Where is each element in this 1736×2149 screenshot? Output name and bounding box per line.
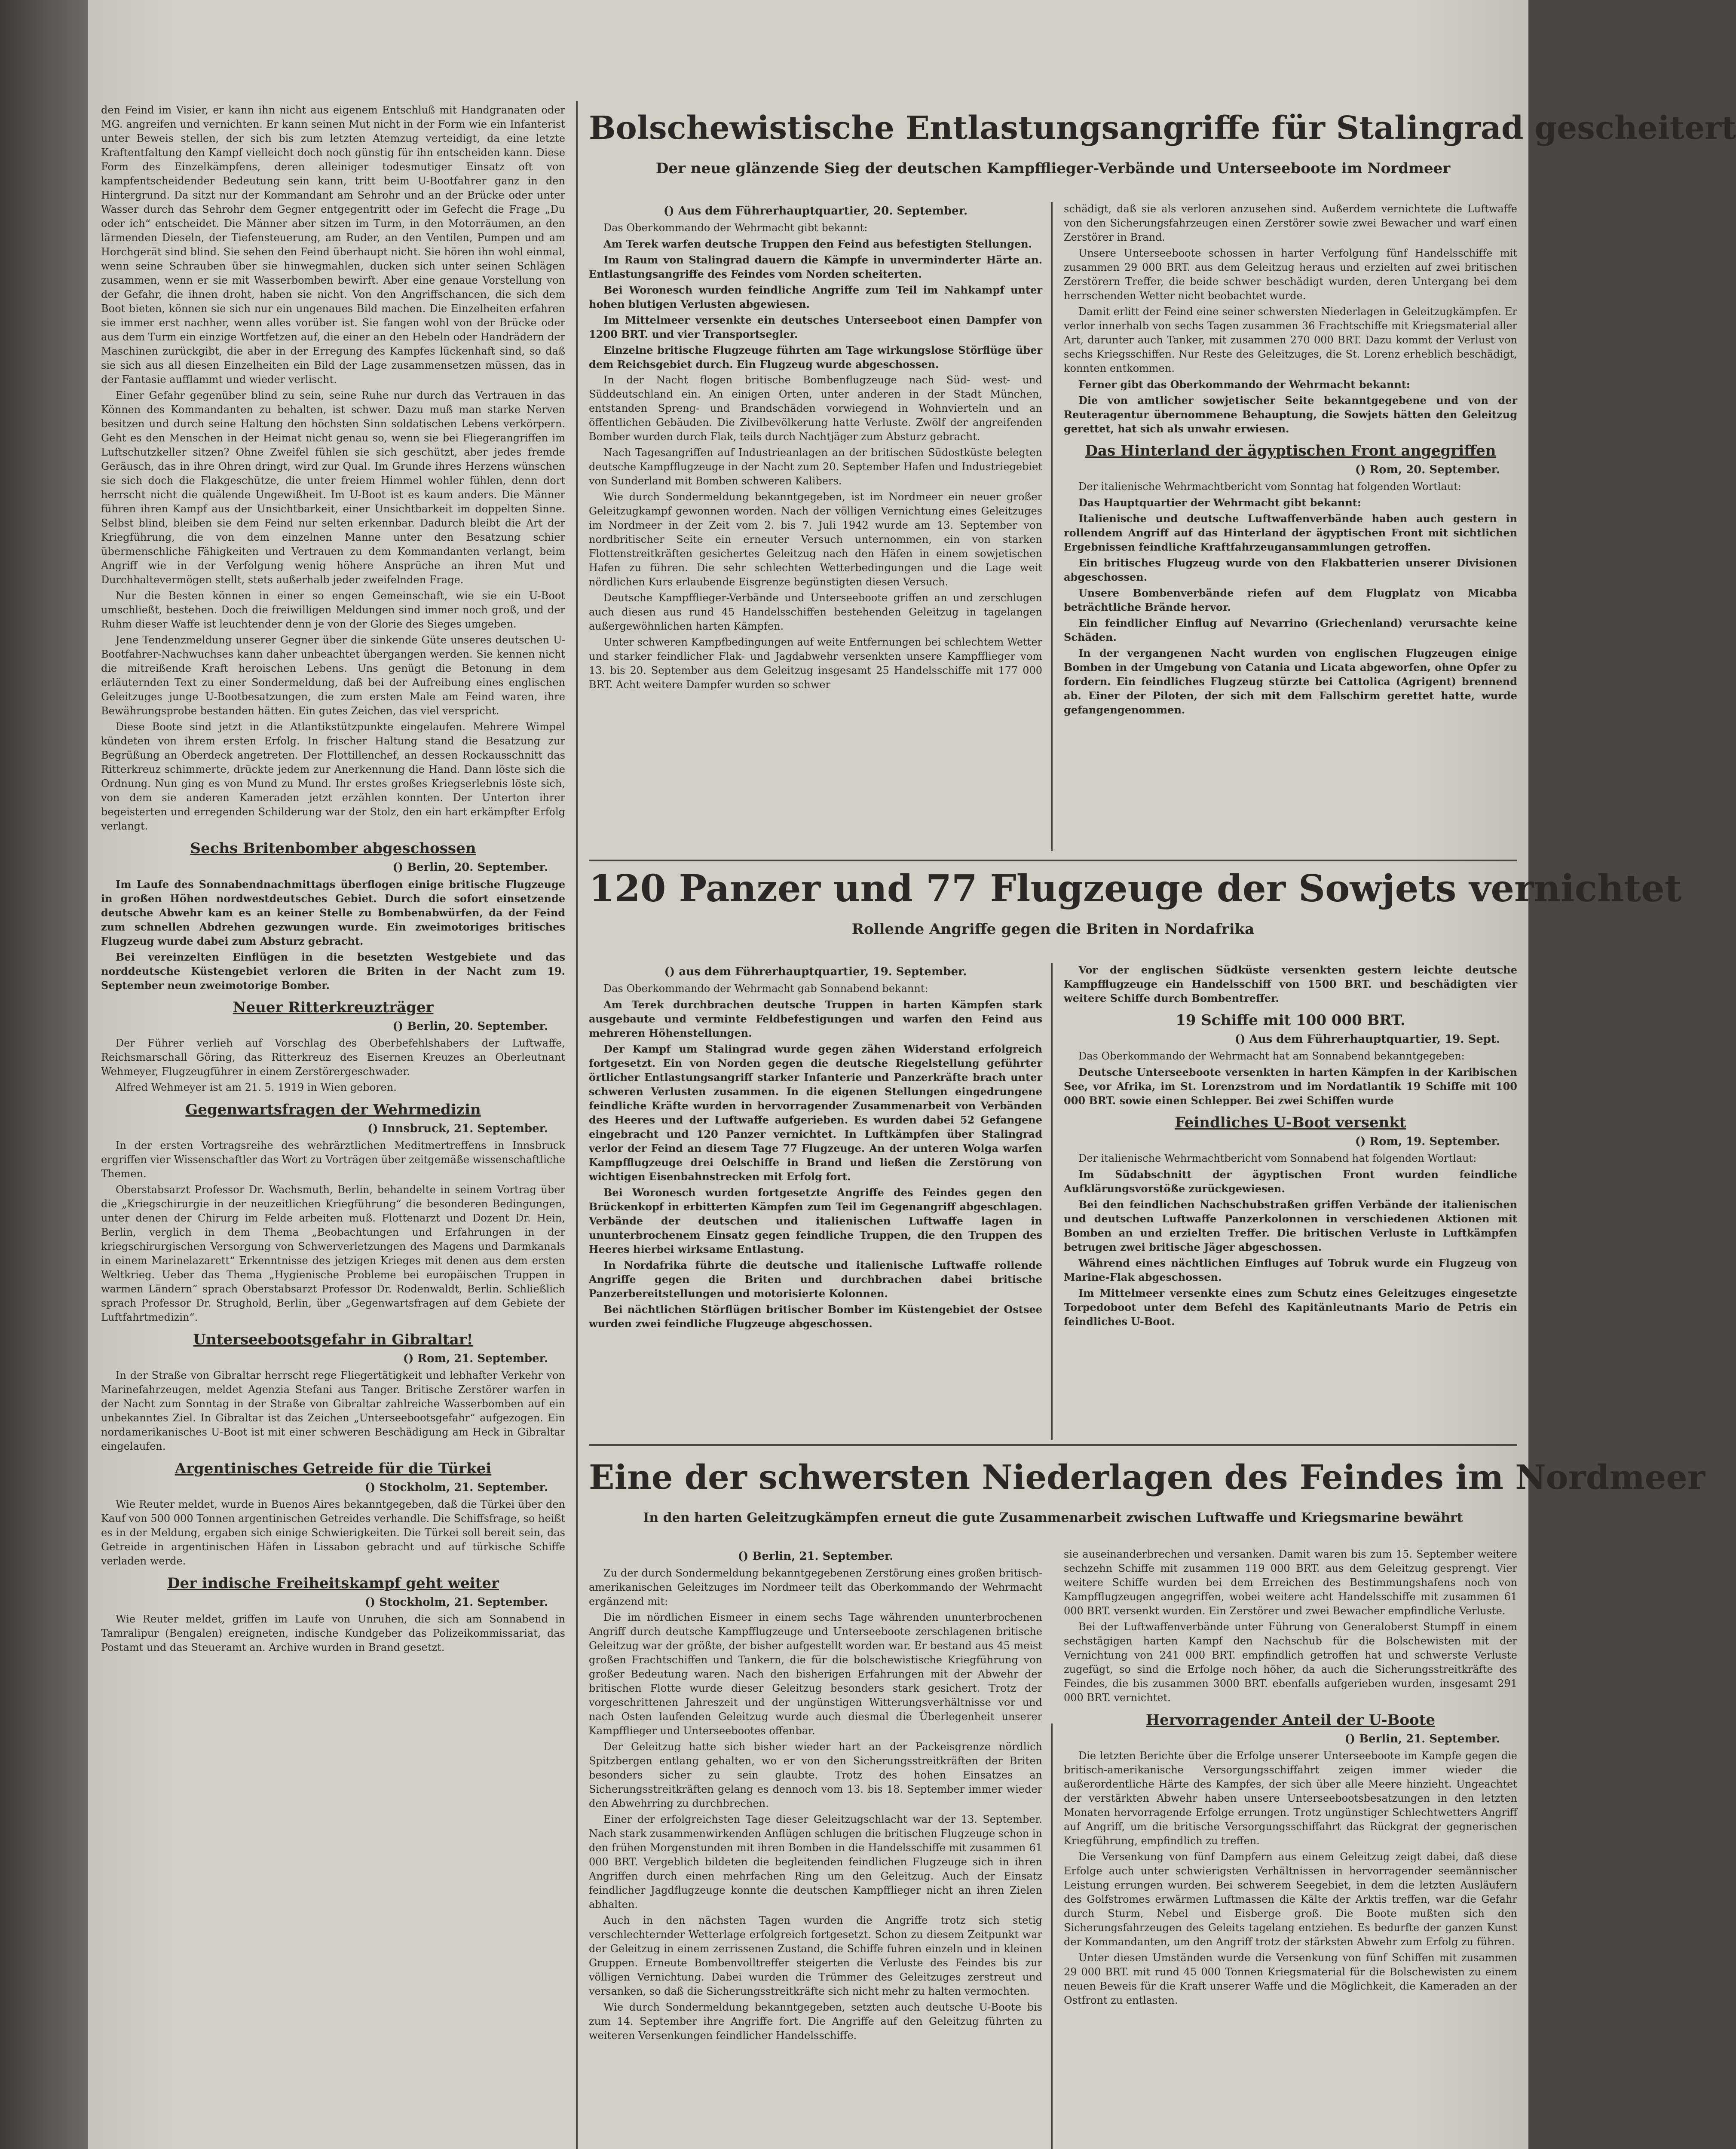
- headline-freiheitskampf: Der indische Freiheitskampf geht weiter: [167, 1575, 499, 1592]
- column-rule-4: [1051, 1723, 1053, 2149]
- subheadline-nordmeer: In den harten Geleitzugkämpfen erneut die gute Zusammenarbeit zwischen Luftwaffe und Kriegsmarine bewährt: [643, 1510, 1463, 1525]
- article-body: Die von amtlicher sowjetischer Seite bekanntgegebene und von der Reuteragentur übernommene Behauptung, die Sowjets hätten den Geleitzug gerettet, hat sich als unwahr erwiesen.: [1064, 394, 1517, 435]
- article-body: Die Versenkung von fünf Dampfern aus einem Geleitzug zeigt dabei, daß diese Erfolge auch unter schwierigsten Verhältnissen in hervorragender seemännischer Leistung errungen wurden. Bei schwerem Seegebiet, in dem die letzten Ausläufern des Golfstromes erwärmen Luftmassen die Kälte der Arktis treffen, war die Gefahr durch Sturm, Nebel und Eisberge groß. Die Boote mußten sich den Sicherungsfahrzeugen des Geleits tagelang entziehen. Es bedurfte der ganzen Kunst der Kommandanten, um den Angriff trotz der stärksten Abwehr zum Erfolg zu führen.: [1064, 1851, 1517, 1948]
- article-body: Ein britisches Flugzeug wurde von den Flakbatterien unserer Divisionen abgeschossen.: [1064, 557, 1517, 583]
- article-body: Am Terek warfen deutsche Truppen den Feind aus befestigten Stellungen.: [603, 238, 1032, 250]
- dateline: () Rom, 20. September.: [1355, 463, 1500, 476]
- article-body: Wie Reuter meldet, wurde in Buenos Aires bekanntgegeben, daß die Türkei über den Kauf von 500 000 Tonnen argentinischen Getreides verhandle. Die Schiffsfrage, so heißt es in der Meldung, ergaben sich einige Schwierigkeiten. Die Türkei soll bereit sein, das Getreide in argentinischen Häfen in Lissabon gebracht und auf türkische Schiffe verladen werde.: [101, 1498, 565, 1567]
- article-body: schädigt, daß sie als verloren anzusehen sind. Außerdem vernichtete die Luftwaffe von den Sicherungsfahrzeugen einen Zerstörer sowie zwei Bewacher und warf einen Zerstörer in Brand.: [1064, 203, 1517, 243]
- article-body: Bei den feindlichen Nachschubstraßen griffen Verbände der italienischen und deutschen Luftwaffe Panzerkolonnen in verschiedenen Aktionen mit Bomben an und erzielten Treffer. Die britischen Verluste in Luftkämpfen betrugen zwei britische Jäger abgeschossen.: [1064, 1198, 1517, 1253]
- article-body: Auch in den nächsten Tagen wurden die Angriffe trotz sich stetig verschlechternder Wetterlage erfolgreich fortgesetzt. Schon zu diesem Zeitpunkt war der Geleitzug in einem zerrissenen Zustand, die Schiffe fuhren einzeln und in kleinen Gruppen. Erneute Bombenvolltreffer steigerten die Verluste des Feindes bis zur völligen Vernichtung. Dabei wurden die Trümmer des Geleitzuges zerstreut und versanken, so daß die Sicherungsstreitkräfte sich nicht mehr zu halten vermochten.: [589, 1914, 1042, 1997]
- article-body: Bei nächtlichen Störflügen britischer Bomber im Küstengebiet der Ostsee wurden zwei feindliche Flugzeuge abgeschossen.: [589, 1303, 1042, 1330]
- headline-wehrmedizin: Gegenwartsfragen der Wehrmedizin: [185, 1101, 481, 1118]
- article-body: Bei der Luftwaffenverbände unter Führung von Generaloberst Stumpff in einem sechstägigen harten Kampf den Nachschub für die Bolschewisten mit der Vernichtung von 241 000 BRT. empfindlich getroffen hat und schwerste Verluste zugefügt, so sind die Erfolge noch höher, da auch die Sicherungsstreitkräfte des Feindes, die bis zusammen 3000 BRT. ebenfalls aufgerieben wurden, insgesamt 291 000 BRT. vernichtet.: [1064, 1621, 1517, 1704]
- article-body: Unter schweren Kampfbedingungen auf weite Entfernungen bei schlechtem Wetter und starker feindlicher Flak- und Jagdabwehr versenkten unsere Kampfflieger vom 13. bis 20. September aus dem Geleitzug insgesamt 25 Handelsschiffe mit 177 000 BRT. Acht weitere Dampfer wurden so schwer: [589, 636, 1042, 691]
- dateline: () Stockholm, 21. September.: [364, 1481, 548, 1494]
- dateline: () aus dem Führerhauptquartier, 19. September.: [664, 965, 967, 978]
- article-body: Am Terek durchbrachen deutsche Truppen in harten Kämpfen stark ausgebaute und verminte Feldbefestigungen und warfen den Feind aus mehreren Höhenstellungen.: [589, 998, 1042, 1039]
- dateline: () Berlin, 20. September.: [392, 861, 548, 874]
- article-body: Im Mittelmeer versenkte eines zum Schutz eines Geleitzuges eingesetzte Torpedoboot unter dem Befehl des Kapitänleutnants Mario de Petris ein feindliches U-Boot.: [1064, 1287, 1517, 1328]
- column-2-lower: [589, 1547, 1042, 2149]
- article-body: Unsere Bombenverbände riefen auf dem Flugplatz von Micabba beträchtliche Brände hervor.: [1064, 587, 1517, 613]
- column-2-middle: [589, 963, 1042, 1440]
- column-1: [101, 103, 565, 2149]
- article-body: Im Mittelmeer versenkte ein deutsches Unterseeboot einen Dampfer von 1200 BRT. und vier Transportsegler.: [589, 314, 1042, 340]
- article-body: Zu der durch Sondermeldung bekanntgegebenen Zerstörung eines großen britisch-amerikanischen Geleitzuges im Nordmeer teilt das Oberkommando der Wehrmacht ergänzend mit:: [589, 1567, 1042, 1607]
- article-body: Alfred Wehmeyer ist am 21. 5. 1919 in Wien geboren.: [116, 1081, 397, 1093]
- article-body: Wie durch Sondermeldung bekanntgegeben, setzten auch deutsche U-Boote bis zum 14. September ihre Angriffe fort. Die Angriffe auf den Geleitzug führten zu weiteren Versenkungen feindlicher Handelsschiffe.: [589, 2001, 1042, 2042]
- headline-panzer: 120 Panzer und 77 Flugzeuge der Sowjets vernichtet: [589, 867, 1682, 910]
- article-body: Der Führer verlieh auf Vorschlag des Oberbefehlshabers der Luftwaffe, Reichsmarschall Göring, das Ritterkreuz des Eisernen Kreuzes an Oberleutnant Wehmeyer, Flugzeugführer in einem Zerstörergeschwader.: [101, 1037, 565, 1078]
- article-body: Ferner gibt das Oberkommando der Wehrmacht bekannt:: [1078, 378, 1410, 391]
- dateline: () Rom, 19. September.: [1355, 1135, 1500, 1148]
- column-rule-1: [576, 101, 578, 2149]
- article-body: Damit erlitt der Feind eine seiner schwersten Niederlagen in Geleitzugkämpfen. Er verlor innerhalb von sechs Tagen zusammen 36 Frachtschiffe mit Kriegsmaterial aller Art, darunter auch Tanker, mit zusammen 270 000 BRT. Dazu kommt der Verlust von sechs Kriegsschiffen. Nur Reste des Geleitzuges, die St. Lorenz erheblich beschädigt, konnten entkommen.: [1064, 306, 1517, 374]
- dateline: () Rom, 21. September.: [403, 1352, 548, 1365]
- article-body: Einer Gefahr gegenüber blind zu sein, seine Ruhe nur durch das Vertrauen in das Können des Kommandanten zu behalten, ist schwer. Dazu muß man starke Nerven besitzen und durch seine Haltung den höchsten Sinn soldatischen Lebens verkörpern. Geht es den Menschen in der Heimat nicht genau so, wenn sie bei Fliegerangriffen im Luftschutzkeller sitzen? Ohne Zweifel fühlen sie sich geschützt, aber jedes fremde Geräusch, das in ihre Ohren dringt, wird zur Qual. Im Grunde ihres Herzens wünschen sie sich doch die Flakgeschütze, die unter freiem Himmel wohler fühlen, denn dort herrscht nicht die quälende Ungewißheit. Im U-Boot ist es kaum anders. Die Männer führen ihren Kampf aus der Unsichtbarkeit, einer Unsichtbarkeit im doppelten Sinne. Selbst blind, bleiben sie dem Feind nur selten erkennbar. Dadurch bleibt die Art der Kriegführung, die von dem einzelnen Manne unter den Besatzung schier übermenschliche Fähigkeiten und Vertrauen zu dem Kommandanten verlangt, beim Angriff wie in der Verfolgung wenig höhere Ansprüche an ihren Mut und Durchhaltevermögen stellt, stets außerhalb jeder zweifelnden Frage.: [101, 389, 565, 586]
- article-body: Deutsche Kampfflieger-Verbände und Unterseeboote griffen an und zerschlugen auch diesen aus rund 45 Handelsschiffen bestehenden Geleitzug in tagelangen außergewöhnlichen harten Kämpfen.: [589, 592, 1042, 632]
- article-body: den Feind im Visier, er kann ihn nicht aus eigenem Entschluß mit Handgranaten oder MG. angreifen und vernichten. Er kann seinen Mut nicht in der Form wie ein Infanterist unter Beweis stellen, der sich bis zum letzten Atemzug verteidigt, da eine letzte Kraftentfaltung den Kampf vielleicht doch noch günstig für ihn entscheiden kann. Diese Form des Einzelkämpfens, deren alleiniger todesmutiger Einsatz oft von kampfentscheidender Bedeutung sein kann, tritt beim U-Bootfahrer ganz in den Hintergrund. Da sitzt nur der Kommandant am Sehrohr und an der Brücke oder unter Wasser durch das Sehrohr dem Gegner entgegentritt oder im Gefecht die Frage „Du oder ich“ entscheidet. Die Männer aber sitzen im Turm, in den Motorräumen, an den lärmenden Dieseln, der Tiefensteuerung, am Ruder, an den Ventilen, Pumpen und am Horchgerät sind blind. Sie sehen den Feind überhaupt nicht. Sie hören ihn wohl einmal, wenn seine Schrauben über sie hinwegmahlen, ducken sich unter seinen Schlägen zusammen, wenn er sie mit Wasserbomben bewirft. Aber eine genaue Vorstellung von der Gefahr, die ihnen droht, haben sie nicht. Von den Angriffschancen, die sich dem Boot bieten, können sie sich nur ein ungenaues Bild machen. Die Einzelheiten erfahren sie immer erst nachher, wenn alles vorüber ist. Sie fangen wohl von der Brücke oder aus dem Turm ein einzige Wortfetzen auf, die einer an den Hebeln oder Handrädern der Maschinen zurückgibt, die aber in der Erregung des Kampfes lückenhaft sind, so daß sie sich aus all diesen Einzelheiten ein Bild der Lage zusammensetzen müssen, das in der Fantasie aufflammt und wieder verlischt.: [101, 104, 565, 386]
- article-body: Vor der englischen Südküste versenkten gestern leichte deutsche Kampfflugzeuge ein Handelsschiff von 1500 BRT. und beschädigten vier weitere Schiffe durch Bombentreffer.: [1064, 964, 1517, 1004]
- headline-nordmeer: Eine der schwersten Niederlagen des Feindes im Nordmeer: [589, 1458, 1705, 1497]
- column-3-middle: [1064, 963, 1517, 1440]
- dateline: () Aus dem Führerhauptquartier, 19. Sept.: [1234, 1033, 1500, 1046]
- article-body: Nur die Besten können in einer so engen Gemeinschaft, wie sie ein U-Boot umschließt, bestehen. Doch die freiwilligen Meldungen sind immer noch groß, und der Ruhm dieser Waffe ist leuchtender denn je von der Glorie des Sieges umgeben.: [101, 590, 565, 630]
- article-body: Nach Tagesangriffen auf Industrieanlagen an der britischen Südostküste belegten deutsche Kampfflugzeuge in der Nacht zum 20. September Hafen und Industriegebiet von Sunderland mit Bomben schweren Kalibers.: [589, 447, 1042, 487]
- article-body: In der ersten Vortragsreihe des wehrärztlichen Meditmertreffens in Innsbruck ergriffen vier Wissenschaftler das Wort zu Vorträgen über zeitgemäße wissenschaftliche Themen.: [101, 1139, 565, 1180]
- dateline: () Stockholm, 21. September.: [364, 1596, 548, 1609]
- article-body: In der Nacht flogen britische Bombenflugzeuge nach Süd- west- und Süddeutschland ein. An einigen Orten, unter anderen in der Stadt München, entstanden Spreng- und Brandschäden vorwiegend in Wohnvierteln und an öffentlichen Gebäuden. Die Zivilbevölkerung hatte Verluste. Zwölf der angreifenden Bomber wurden durch Flak, teils durch Nachtjäger zum Absturz gebracht.: [589, 374, 1042, 443]
- headline-gibraltar: Unterseebootsgefahr in Gibraltar!: [193, 1331, 473, 1348]
- rule-above-h3: [589, 1444, 1517, 1446]
- article-body: sie auseinanderbrechen und versanken. Damit waren bis zum 15. September weitere sechzehn Schiffe mit zusammen 119 000 BRT. aus dem Geleitzug gesprengt. Vier weitere Schiffe wurden bei dem Erreichen des Bestimmungshafens noch von Kampfflugzeugen angegriffen, wobei weitere acht Handelsschiffe mit zusammen 61 000 BRT. versenkt wurden. Ein Zerstörer und zwei Bewacher empfindliche Verluste.: [1064, 1548, 1517, 1617]
- article-body: Wie durch Sondermeldung bekanntgegeben, ist im Nordmeer ein neuer großer Geleitzugkampf gewonnen worden. Nach der völligen Vernichtung eines Geleitzuges im Nordmeer in der Zeit vom 2. bis 7. Juli 1942 wurde am 13. September von nordbritischer Seite ein erneuter Versuch unternommen, ein von starken Flottenstreitkräften gesichertes Geleitzug nach den Häfen in einem sowjetischen Hafen zu führen. Die sehr schlechten Wetterbedingungen und die Lage weit nördlichen Kurs erlaubende Eisgrenze begünstigten diesen Versuch.: [589, 491, 1042, 588]
- article-body: Der italienische Wehrmachtbericht vom Sonntag hat folgenden Wortlaut:: [1078, 481, 1461, 493]
- article-body: Bei Woronesch wurden fortgesetzte Angriffe des Feindes gegen den Brückenkopf in erbitterten Kämpfen zum Teil im Gegenangriff abgeschlagen. Verbände der deutschen und italienischen Luftwaffe lagen in ununterbrochenem Einsatz gegen feindliche Truppen, die den Truppen des Heeres hierbei wirksame Entlastung.: [589, 1186, 1042, 1255]
- article-body: In der Straße von Gibraltar herrscht rege Fliegertätigkeit und lebhafter Verkehr von Marinefahrzeugen, meldet Agenzia Stefani aus Tanger. Britische Zerstörer warfen in der Nacht zum Sonntag in der Straße von Gibraltar zahlreiche Wasserbomben auf ein unbekanntes Ziel. In Gibraltar ist das Zeichen „Unterseebootsgefahr“ aufgezogen. Ein nordamerikanisches U-Boot ist mit einer schweren Beschädigung am Heck in Gibraltar eingelaufen.: [101, 1369, 565, 1452]
- article-body: Die letzten Berichte über die Erfolge unserer Unterseeboote im Kampfe gegen die britisch-amerikanische Versorgungsschiffahrt zeigen immer wieder die außerordentliche Härte des Kampfes, der sich über alle Meere hinzieht. Ungeachtet der verstärkten Abwehr haben unsere Unterseebootsbesatzungen in den letzten Monaten hervorragende Erfolge errungen. Trotz ungünstiger Schlechtwetters Angriff auf Angriff, um die britische Versorgungsschiffahrt das Rückgrat der gegnerischen Kriegführung, empfindlich zu treffen.: [1064, 1750, 1517, 1847]
- article-body: Die im nördlichen Eismeer in einem sechs Tage währenden ununterbrochenen Angriff durch deutsche Kampfflugzeuge und Unterseeboote zerschlagenen britische Geleitzug war der größte, der bisher aufgestellt worden war. Er bestand aus 45 meist großen Frachtschiffen und Tankern, die für die bolschewistische Kriegführung von großer Bedeutung waren. Nach den bisherigen Erfahrungen mit der Abwehr der britischen Flotte wurde dieser Geleitzug besonders stark gesichert. Trotz der vorgeschrittenen Jahreszeit und der ungünstigen Witterungsverhältnisse vor und nach Osten laufenden Geleitzug wurde auch diesmal die Überlegenheit unserer Kampfflieger und Unterseebootes offenbar.: [589, 1611, 1042, 1737]
- subheadline-stalingrad: Der neue glänzende Sieg der deutschen Kampfflieger-Verbände und Unterseeboote im Nordmeer: [655, 160, 1451, 177]
- article-body: In der vergangenen Nacht wurden von englischen Flugzeugen einige Bomben in der Umgebung von Catania und Licata abgeworfen, ohne Opfer zu fordern. Ein feindliches Flugzeug stürzte bei Cattolica (Agrigent) brennend ab. Einer der Piloten, der sich mit dem Fallschirm gerettet hatte, wurde gefangengenommen.: [1064, 647, 1517, 716]
- article-body: Im Laufe des Sonnabendnachmittags überflogen einige britische Flugzeuge in großen Höhen nordwestdeutsches Gebiet. Durch die sofort einsetzende deutsche Abwehr kam es an keiner Stelle zu Bombenabwürfen, da der Feind zum schnellen Abdrehen gezwungen wurde. Ein zweimotoriges britisches Flugzeug wurde dabei zum Absturz gebracht.: [101, 878, 565, 947]
- article-body: Bei Woronesch wurden feindliche Angriffe zum Teil im Nahkampf unter hohen blutigen Verlusten abgewiesen.: [589, 284, 1042, 310]
- article-body: Das Hauptquartier der Wehrmacht gibt bekannt:: [1078, 496, 1361, 509]
- column-3-upper: [1064, 202, 1517, 855]
- article-body: Der Geleitzug hatte sich bisher wieder hart an der Packeisgrenze nördlich Spitzbergen entlang gehalten, wo er von den Sicherungsstreitkräften der Briten besonders sicher zu sein glaubte. Trotz des hohen Einsatzes an Sicherungsstreitkräften gelang es dennoch vom 13. bis 18. September immer wieder den Abwehrring zu durchbrechen.: [589, 1741, 1042, 1809]
- article-body: Das Oberkommando der Wehrmacht gibt bekannt:: [603, 222, 868, 234]
- article-body: Einer der erfolgreichsten Tage dieser Geleitzugschlacht war der 13. September. Nach stark zusammenwirkenden Anflügen schlugen die britischen Flugzeuge schon in den frühen Morgenstunden mit ihren Bomben in die Handelsschiffe mit zusammen 61 000 BRT. Vergeblich bildeten die begleitenden feindlichen Flugzeuge sich in ihren Angriffen durch einen mehrfachen Ring um den Geleitzug. Auch der Einsatz feindlicher Jagdflugzeuge konnte die deutschen Kampfflieger nicht an ihren Zielen abhalten.: [589, 1813, 1042, 1910]
- article-body: Das Oberkommando der Wehrmacht gab Sonnabend bekannt:: [603, 983, 928, 995]
- headline-getreide: Argentinisches Getreide für die Türkei: [175, 1460, 492, 1477]
- article-body: Wie Reuter meldet, griffen im Laufe von Unruhen, die sich am Sonnabend in Tamralipur (Bengalen) ereigneten, indische Kundgeber das Polizeikommissariat, das Postamt und das Steueramt an. Archive wurden in Brand gesetzt.: [101, 1613, 565, 1653]
- dateline: () Innsbruck, 21. September.: [367, 1122, 548, 1135]
- column-rule-2: [1051, 202, 1053, 851]
- article-body: Bei vereinzelten Einflügen in die besetzten Westgebiete und das norddeutsche Küstengebiet verloren die Briten in der Nacht zum 19. September neun zweimotorige Bomber.: [101, 951, 565, 992]
- article-body: Einzelne britische Flugzeuge führten am Tage wirkungslose Störflüge über dem Reichsgebiet durch. Ein Flugzeug wurde abgeschossen.: [589, 344, 1042, 370]
- article-body: Der Kampf um Stalingrad wurde gegen zähen Widerstand erfolgreich fortgesetzt. Ein von Norden gegen die deutsche Riegelstellung geführter örtlicher Entlastungsangriff starker Infanterie und Panzerkräfte brach unter schweren Verlusten zusammen. In die eigenen Stellungen eingedrungene feindliche Kräfte wurden in hervorragender Zusammenarbeit von Verbänden des Heeres und der Luftwaffe aufgerieben. Es wurden dabei 52 Gefangene eingebracht und 120 Panzer vernichtet. In Luftkämpfen über Stalingrad verlor der Feind an diesem Tage 77 Flugzeuge. An der unteren Wolga warfen Kampfflugzeuge drei Oelschiffe in Brand und ließen die Zerstörung von wichtigen Eisenbahnstrecken mit Erfolg fort.: [589, 1043, 1042, 1183]
- column-3-lower: [1064, 1547, 1517, 2149]
- article-body: Im Südabschnitt der ägyptischen Front wurden feindliche Aufklärungsvorstöße zurückgewiesen.: [1064, 1168, 1517, 1195]
- dateline: () Berlin, 21. September.: [1344, 1733, 1500, 1745]
- article-body: Deutsche Unterseeboote versenkten in harten Kämpfen in der Karibischen See, vor Afrika, im St. Lorenzstrom und im Nordatlantik 19 Schiffe mit 100 000 BRT. sowie einen Schlepper. Bei zwei Schiffen wurde: [1064, 1066, 1517, 1107]
- article-body: In Nordafrika führte die deutsche und italienische Luftwaffe rollende Angriffe gegen die Briten und durchbrachen dabei britische Panzerbereitstellungen und motorisierte Kolonnen.: [589, 1259, 1042, 1300]
- book-spine: [0, 0, 88, 2149]
- rule-above-h2: [589, 860, 1517, 861]
- article-body: Oberstabsarzt Professor Dr. Wachsmuth, Berlin, behandelte in seinem Vortrag über die „Kriegschirurgie in der neuzeitlichen Kriegführung“ die besonderen Bedingungen, unter denen der Chirurg im Felde arbeiten muß. Flottenarzt und Dozent Dr. Hein, Berlin, verglich in dem Thema „Beobachtungen und Erfahrungen in der kriegschirurgischen Versorgung von Schwerverletzungen des Magens und Darmkanals in einem Marinelazarett“ Erkenntnisse des jetzigen Krieges mit denen aus dem ersten Weltkrieg. Ueber das Thema „Hygienische Probleme bei europäischen Truppen in warmen Ländern“ sprach Oberstabsarzt Professor Dr. Rodenwaldt, Berlin. Schließlich sprach Professor Dr. Strughold, Berlin, über „Gegenwartsfragen auf dem Gebiete der Luftfahrtmedizin“.: [101, 1184, 565, 1323]
- column-2-upper: [589, 202, 1042, 855]
- headline-ritterkreuz: Neuer Ritterkreuzträger: [233, 999, 434, 1016]
- headline-u-boote-anteil: Hervorragender Anteil der U-Boote: [1145, 1711, 1436, 1729]
- headline-stalingrad: Bolschewistische Entlastungsangriffe für Stalingrad gescheitert: [589, 110, 1736, 147]
- article-body: Der italienische Wehrmachtbericht vom Sonnabend hat folgenden Wortlaut:: [1078, 1152, 1477, 1164]
- dateline: () Berlin, 21. September.: [738, 1550, 894, 1563]
- headline-19-schiffe: 19 Schiffe mit 100 000 BRT.: [1176, 1012, 1405, 1029]
- article-body: Im Raum von Stalingrad dauern die Kämpfe in unverminderter Härte an. Entlastungsangriffe des Feindes vom Norden scheiterten.: [589, 254, 1042, 280]
- article-body: Italienische und deutsche Luftwaffenverbände haben auch gestern in rollendem Angriff auf das Hinterland der ägyptischen Front mit sichtlichen Ergebnissen feindliche Kraftfahrzeugansammlungen getroffen.: [1064, 512, 1517, 553]
- headline-hinterland: Das Hinterland der ägyptischen Front angegriffen: [1085, 442, 1496, 459]
- article-body: Unsere Unterseeboote schossen in harter Verfolgung fünf Handelsschiffe mit zusammen 29 000 BRT. aus dem Geleitzug heraus und erzielten auf zwei britischen Zerstörern Treffer, die beide schwer beschädigt wurden, deren Untergang bei dem herrschenden Wetter nicht beobachtet wurde.: [1064, 247, 1517, 302]
- newspaper-page: [88, 0, 1736, 2149]
- subheadline-panzer: Rollende Angriffe gegen die Briten in Nordafrika: [851, 921, 1255, 938]
- article-body: Das Oberkommando der Wehrmacht hat am Sonnabend bekanntgegeben:: [1078, 1050, 1465, 1062]
- headline-britenbomber: Sechs Britenbomber abgeschossen: [190, 840, 476, 857]
- headline-u-boot-versenkt: Feindliches U-Boot versenkt: [1175, 1114, 1406, 1131]
- dateline: () Berlin, 20. September.: [392, 1020, 548, 1033]
- article-body: Während eines nächtlichen Einfluges auf Tobruk wurde ein Flugzeug von Marine-Flak abgeschossen.: [1064, 1257, 1517, 1283]
- article-body: Unter diesen Umständen wurde die Versenkung von fünf Schiffen mit zusammen 29 000 BRT. mit rund 45 000 Tonnen Kriegsmaterial für die Bolschewisten zu einem neuen Beweis für die Kraft unserer Waffe und die Möglichkeit, die Kameraden an der Ostfront zu entlasten.: [1064, 1952, 1517, 2006]
- column-rule-3: [1051, 963, 1053, 1440]
- article-body: Diese Boote sind jetzt in die Atlantikstützpunkte eingelaufen. Mehrere Wimpel kündeten von ihrem ersten Erfolg. In frischer Haltung stand die Besatzung zur Begrüßung an Oberdeck angetreten. Der Flottillenchef, an dessen Rockausschnitt das Ritterkreuz schimmerte, drückte jedem zur Anerkennung die Hand. Dann löste sich die Ordnung. Nun ging es von Mund zu Mund. Ihr erstes großes Kriegserlebnis löste sich, von dem sie anderen Kameraden jetzt erzählen konnten. Der Unterton ihrer begeisterten und erregenden Schilderung war der Stolz, den ein hart erkämpfter Erfolg verlangt.: [101, 721, 565, 832]
- dateline: () Aus dem Führerhauptquartier, 20. September.: [663, 205, 968, 217]
- article-body: Jene Tendenzmeldung unserer Gegner über die sinkende Güte unseres deutschen U-Bootfahrer-Nachwuchses kann daher unbeachtet übergangen werden. Sie kennen nicht die mitreißende Kraft heroischen Lebens. Uns genügt die Betonung in dem erläuternden Text zu einer Sondermeldung, daß bei der Aufreibung eines englischen Geleitzuges junge U-Bootbesatzungen, die zum ersten Male am Feind waren, ihre Bewährungsprobe bestanden hätten. Ein gutes Zeichen, das viel verspricht.: [101, 634, 565, 717]
- article-body: Ein feindlicher Einflug auf Nevarrino (Griechenland) verursachte keine Schäden.: [1064, 617, 1517, 643]
